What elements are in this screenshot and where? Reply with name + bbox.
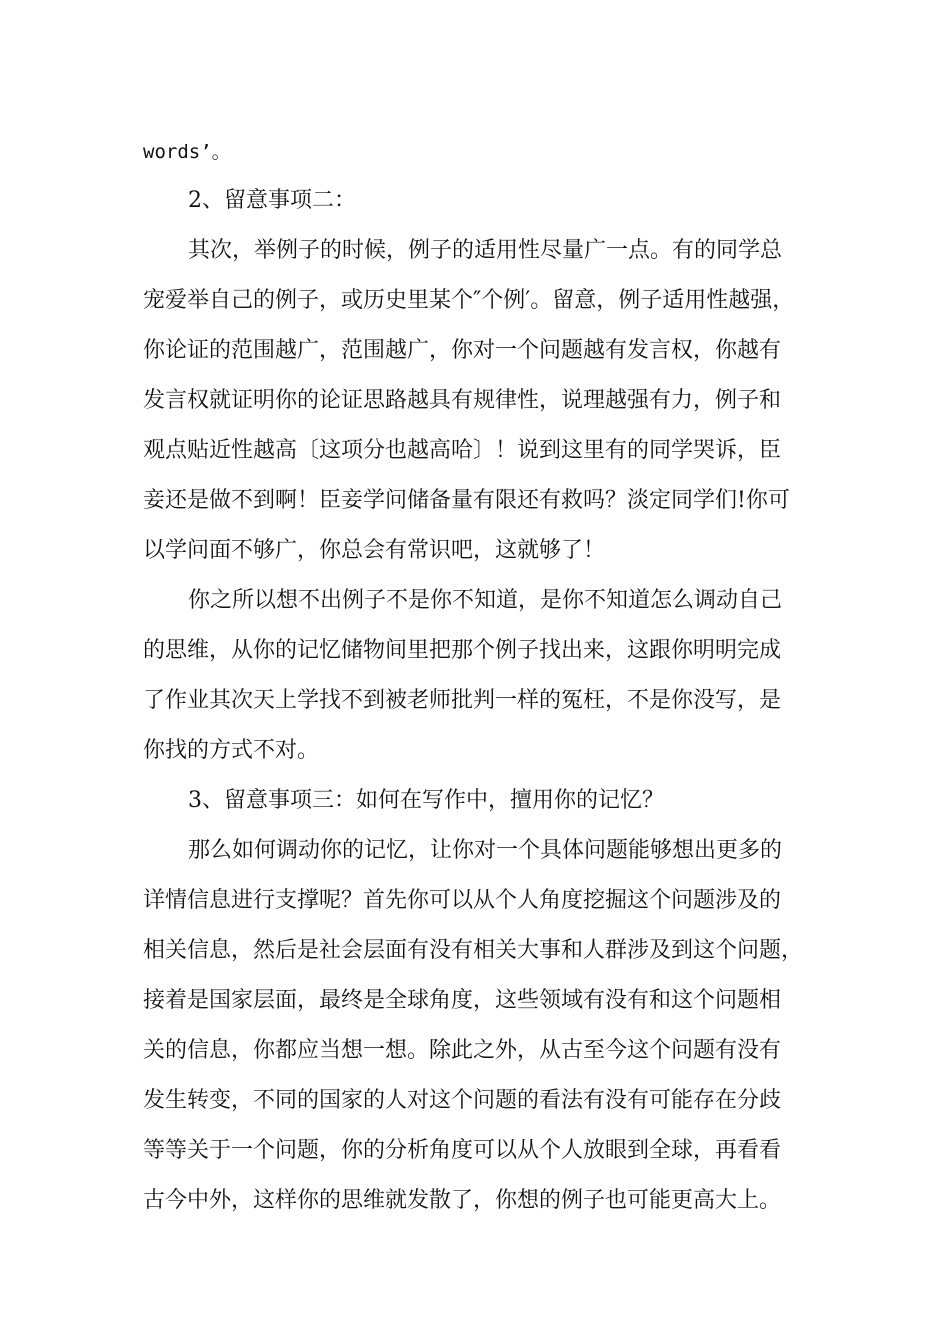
text-line: words’。 xyxy=(143,141,231,163)
text-line: 观点贴近性越高〔这项分也越高哈〕！说到这里有的同学哭诉，臣 xyxy=(143,438,782,463)
section-heading: 2、留意事项二： xyxy=(188,188,356,213)
text-line: 接着是国家层面，最终是全球角度，这些领域有没有和这个问题相 xyxy=(143,988,782,1013)
text-line: 其次，举例子的时候，例子的适用性尽量广一点。有的同学总 xyxy=(188,238,783,263)
text-line: 你找的方式不对。 xyxy=(143,738,320,763)
text-line: 发生转变，不同的国家的人对这个问题的看法有没有可能存在分歧 xyxy=(143,1088,782,1113)
text-line: 你之所以想不出例子不是你不知道，是你不知道怎么调动自己 xyxy=(188,588,783,613)
section-heading: 3、留意事项三：如何在写作中，擅用你的记忆？ xyxy=(188,788,664,813)
text-line: 以学问面不够广，你总会有常识吧，这就够了！ xyxy=(143,538,606,563)
text-line: 详情信息进行支撑呢？首先你可以从个人角度挖掘这个问题涉及的 xyxy=(143,888,782,913)
text-line: 了作业其次天上学找不到被老师批判一样的冤枉，不是你没写，是 xyxy=(143,688,782,713)
text-line: 古今中外，这样你的思维就发散了，你想的例子也可能更高大上。 xyxy=(143,1188,782,1213)
text-line: 相关信息，然后是社会层面有没有相关大事和人群涉及到这个问题， xyxy=(143,938,804,963)
text-line: 发言权就证明你的论证思路越具有规律性，说理越强有力，例子和 xyxy=(143,388,782,413)
text-line: 你论证的范围越广，范围越广，你对一个问题越有发言权，你越有 xyxy=(143,338,782,363)
text-line: 宠爱举自己的例子，或历史里某个″个例′。留意，例子适用性越强， xyxy=(143,288,795,313)
text-line: 妾还是做不到啊！臣妾学问储备量有限还有救吗？淡定同学们!你可 xyxy=(143,488,790,513)
text-line: 那么如何调动你的记忆，让你对一个具体问题能够想出更多的 xyxy=(188,838,783,863)
text-line: 等等关于一个问题，你的分析角度可以从个人放眼到全球，再看看 xyxy=(143,1138,782,1163)
text-line: 关的信息，你都应当想一想。除此之外，从古至今这个问题有没有 xyxy=(143,1038,782,1063)
text-line: 的思维，从你的记忆储物间里把那个例子找出来，这跟你明明完成 xyxy=(143,638,782,663)
